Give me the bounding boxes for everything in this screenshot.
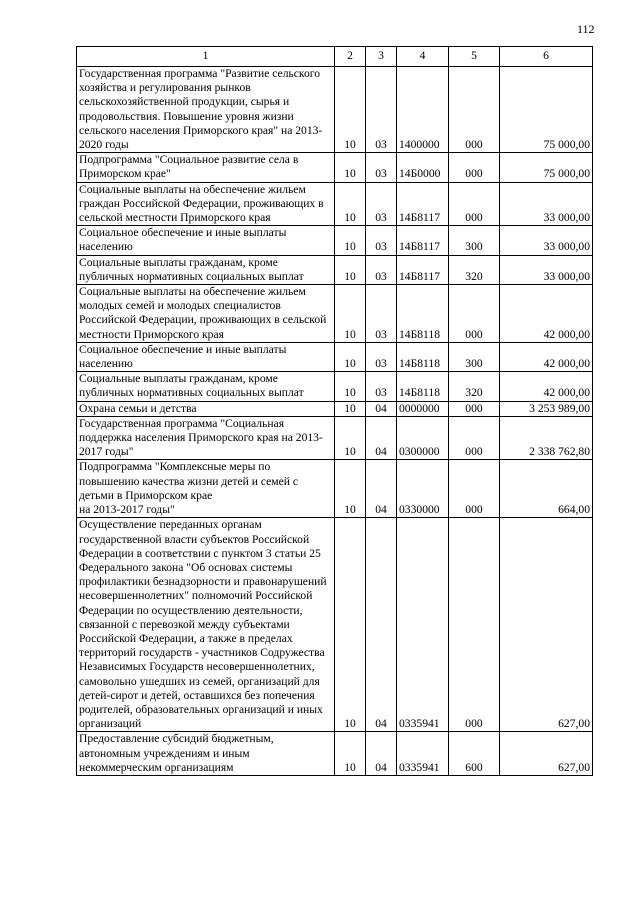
header-section: 2	[335, 47, 366, 67]
header-expense-type: 5	[449, 47, 500, 67]
row-subsection: 03	[366, 285, 397, 343]
row-amount: 33 000,00	[500, 182, 593, 226]
row-amount: 42 000,00	[500, 372, 593, 401]
row-target-article: 0000000	[397, 401, 449, 416]
row-name: Охрана семьи и детства	[77, 401, 335, 416]
table-row	[77, 182, 593, 226]
row-expense-type: 000	[449, 401, 500, 416]
row-section: 10	[335, 226, 366, 255]
row-subsection: 04	[366, 460, 397, 518]
header-name: 1	[77, 47, 335, 67]
row-expense-type: 320	[449, 372, 500, 401]
row-expense-type: 000	[449, 67, 500, 153]
table-row	[77, 416, 593, 460]
header-amount: 6	[500, 47, 593, 67]
table-row	[77, 67, 593, 153]
row-section: 10	[335, 182, 366, 226]
row-subsection: 03	[366, 255, 397, 284]
row-target-article: 14Б8118	[397, 342, 449, 371]
row-target-article: 0335941	[397, 732, 449, 776]
table-row	[77, 732, 593, 776]
row-section: 10	[335, 153, 366, 182]
table-row	[77, 372, 593, 401]
header-target-article: 4	[397, 47, 449, 67]
row-amount: 664,00	[500, 460, 593, 518]
row-subsection: 04	[366, 732, 397, 776]
table-row	[77, 285, 593, 343]
table-row	[77, 401, 593, 416]
row-target-article: 0330000	[397, 460, 449, 518]
row-subsection: 03	[366, 372, 397, 401]
table-row	[77, 153, 593, 182]
row-expense-type: 000	[449, 416, 500, 460]
row-section: 10	[335, 732, 366, 776]
row-section: 10	[335, 460, 366, 518]
row-subsection: 04	[366, 518, 397, 732]
table-row	[77, 342, 593, 371]
row-target-article: 0300000	[397, 416, 449, 460]
row-expense-type: 300	[449, 226, 500, 255]
row-amount: 42 000,00	[500, 285, 593, 343]
row-amount: 75 000,00	[500, 67, 593, 153]
row-name: Социальное обеспечение и иные выплаты населению	[77, 226, 335, 255]
row-expense-type: 300	[449, 342, 500, 371]
row-target-article: 14Б8117	[397, 182, 449, 226]
row-subsection: 03	[366, 342, 397, 371]
row-amount: 75 000,00	[500, 153, 593, 182]
row-name: Социальное обеспечение и иные выплаты населению	[77, 342, 335, 371]
row-expense-type: 000	[449, 460, 500, 518]
header-row	[77, 47, 593, 67]
row-name: Государственная программа "Развитие сельского хозяйства и регулирования рынков сельскохозяйственной продукции, сырья и продовольствия. Повышение уровня жизни сельского населения Приморского края" на 2013-2020 годы	[77, 67, 335, 153]
row-name: Социальные выплаты гражданам, кроме публичных нормативных социальных выплат	[77, 255, 335, 284]
table-body	[77, 67, 593, 776]
row-section: 10	[335, 255, 366, 284]
row-expense-type: 000	[449, 182, 500, 226]
row-subsection: 03	[366, 67, 397, 153]
row-name: Осуществление переданных органам государственной власти субъектов Российской Федерации в соответствии с пунктом 3 статьи 25 Федерального закона "Об основах системы профилактики безнадзорности и правонарушений несовершеннолетних" полномочий Российской Федерации по осуществлению деятельности, связанной с перевозкой между субъектами Российской Федерации, а также в пределах территорий государств - участников Содружества Независимых Государств несовершеннолетних, самовольно ушедших из семей, организаций для детей-сирот и детей, оставшихся без попечения родителей, образовательных организаций и иных организаций	[77, 518, 335, 732]
table-row	[77, 460, 593, 518]
row-target-article: 14Б8118	[397, 285, 449, 343]
row-section: 10	[335, 372, 366, 401]
page-number: 112	[577, 22, 595, 36]
row-expense-type: 600	[449, 732, 500, 776]
row-subsection: 04	[366, 416, 397, 460]
row-name: Социальные выплаты на обеспечение жильем граждан Российской Федерации, проживающих в сельской местности Приморского края	[77, 182, 335, 226]
row-section: 10	[335, 67, 366, 153]
row-expense-type: 000	[449, 285, 500, 343]
header-subsection: 3	[366, 47, 397, 67]
row-target-article: 1400000	[397, 67, 449, 153]
row-target-article: 14Б8117	[397, 226, 449, 255]
row-expense-type: 000	[449, 518, 500, 732]
table-row	[77, 255, 593, 284]
row-name: Социальные выплаты гражданам, кроме публичных нормативных социальных выплат	[77, 372, 335, 401]
row-target-article: 0335941	[397, 518, 449, 732]
row-expense-type: 000	[449, 153, 500, 182]
row-subsection: 03	[366, 153, 397, 182]
row-amount: 627,00	[500, 518, 593, 732]
row-subsection: 04	[366, 401, 397, 416]
budget-table	[76, 46, 593, 776]
row-amount: 627,00	[500, 732, 593, 776]
row-amount: 2 338 762,80	[500, 416, 593, 460]
row-amount: 3 253 989,00	[500, 401, 593, 416]
row-section: 10	[335, 401, 366, 416]
row-section: 10	[335, 416, 366, 460]
row-section: 10	[335, 518, 366, 732]
row-name: Государственная программа "Социальная поддержка населения Приморского края на 2013-2017 годы"	[77, 416, 335, 460]
row-amount: 33 000,00	[500, 255, 593, 284]
row-amount: 33 000,00	[500, 226, 593, 255]
row-target-article: 14Б8117	[397, 255, 449, 284]
row-target-article: 14Б8118	[397, 372, 449, 401]
row-expense-type: 320	[449, 255, 500, 284]
table-row	[77, 518, 593, 732]
table-header	[77, 47, 593, 67]
row-name: Подпрограмма "Социальное развитие села в Приморском крае"	[77, 153, 335, 182]
row-amount: 42 000,00	[500, 342, 593, 371]
table-row	[77, 226, 593, 255]
row-target-article: 14Б0000	[397, 153, 449, 182]
row-subsection: 03	[366, 182, 397, 226]
row-subsection: 03	[366, 226, 397, 255]
row-name: Предоставление субсидий бюджетным, автономным учреждениям и иным некоммерческим организациям	[77, 732, 335, 776]
row-section: 10	[335, 342, 366, 371]
row-section: 10	[335, 285, 366, 343]
row-name: Социальные выплаты на обеспечение жильем молодых семей и молодых специалистов Российской Федерации, проживающих в сельской местности Приморского края	[77, 285, 335, 343]
row-name: Подпрограмма "Комплексные меры по повышению качества жизни детей и семей с детьми в Приморском крае на 2013-2017 годы"	[77, 460, 335, 518]
